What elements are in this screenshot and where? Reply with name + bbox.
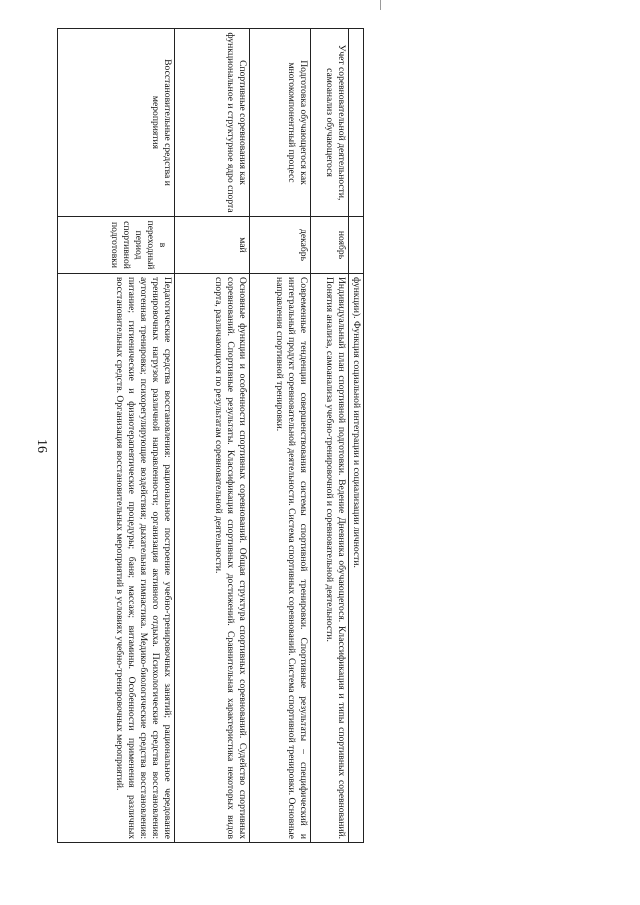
table-cell-month: декабрь bbox=[250, 217, 311, 274]
table-row bbox=[58, 29, 175, 843]
table-cell-topic: Спортивные соревнования как функциональное и структурное ядро спорта bbox=[175, 29, 250, 217]
table-cell-content: Основные функции и особенности спортивных соревнований. Общая структура спортивных соревнований. Судейство спортивных соревнований. Спортивные результаты. Классификация спортивных достижений. Сравнительная характеристика некоторых видов спорта, различающихся по результатам соревновательной деятельности. bbox=[175, 274, 250, 843]
table-cell-continuation: функции). Функция социальной интеграции и социализации личности. bbox=[349, 274, 364, 843]
table-row-continuation bbox=[349, 29, 364, 843]
table-cell-content: Индивидуальный план спортивной подготовки. Ведение Дневника обучающегося. Классификация и типы спортивных соревнований. Понятия анализа, самоанализа учебно-тренировочной и соревновательной деятельности. bbox=[311, 274, 349, 843]
table-cell-topic: Учет соревновательной деятельности, самоанализ обучающегося bbox=[311, 29, 349, 217]
page-number: 16 bbox=[34, 439, 49, 453]
page-edge-line bbox=[380, 0, 381, 10]
table-row bbox=[175, 29, 250, 843]
rotated-table-wrapper bbox=[57, 28, 364, 843]
table-cell-topic: Восстановительные средства и мероприятия bbox=[58, 29, 175, 217]
table-cell-topic-empty bbox=[349, 29, 364, 217]
table-cell-month: май bbox=[175, 217, 250, 274]
table-cell-month: ноябрь bbox=[311, 217, 349, 274]
table-cell-content: Современные тенденции совершенствования системы спортивной тренировки. Спортивные результаты – специфический и интегральный продукт соревновательной деятельности. Система спортивных соревнований. Система спортивной тренировки. Основные направления спортивной тренировки. bbox=[250, 274, 311, 843]
curriculum-table bbox=[57, 28, 364, 843]
table-row bbox=[250, 29, 311, 843]
table-cell-topic: Подготовка обучающегося как многокомпонентный процесс bbox=[250, 29, 311, 217]
table-cell-month: в переходный период спортивной подготовки bbox=[58, 217, 175, 274]
table-cell-content: Педагогические средства восстановления: рациональное построение учебно-тренировочных занятий; рациональное чередование тренировочных нагрузок различной направленности; организация активного отдыха. Психологические средства восстановления: аутогенная тренировка; психорегулирующие воздействия; дыхательная гимнастика. Медико-биологические средства восстановления: питание; гигиенические и физиотерапевтические процедуры; баня; массаж; витамины. Особенности применения различных восстановительных средств. Организация восстановительных мероприятий в условиях учебно-тренировочных мероприятий. bbox=[58, 274, 175, 843]
table-cell-month-empty bbox=[349, 217, 364, 274]
table-row bbox=[311, 29, 349, 843]
